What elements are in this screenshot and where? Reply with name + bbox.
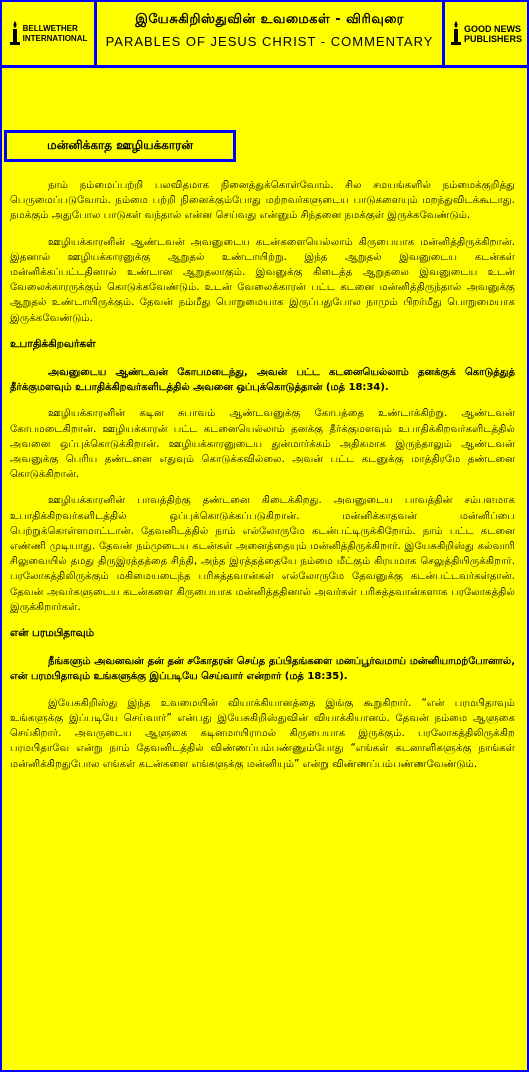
title-tamil: இயேசுகிறிஸ்துவின் உவமைகள் - விரிவுரை [135, 12, 404, 27]
subheading: என் பரமபிதாவும் [10, 627, 95, 640]
scripture-quote: நீங்களும் அவனவன் தன் தன் சகோதரன் செய்த தப்பிதங்களை மனப்பூர்வமாய் மன்னியாமற்போனால், என் பரமபிதாவும் உங்களுக்கு இப்படியே செய்வார் என்றார் (மத் 18:35). [10, 656, 515, 683]
logo-left-line-1: BELLWETHER [22, 23, 78, 33]
publisher-logo-left [2, 2, 97, 65]
logo-right-line-2: PUBLISHERS [463, 33, 522, 44]
header-title [100, 2, 439, 65]
paragraph: ஊழியக்காரனின் ஆண்டவன் அவனுடைய கடன்களையெல்லாம் கிருபையாக மன்னித்திருக்கிறான். இதனால் ஊழியக்காரனுக்கு ஆறுதல் உண்டாயிற்று. இந்த ஆறுதல் இவனுடைய கடன்கள் மன்னிக்கப்பட்டதினால் உண்டான ஆறுதலாகும். இவனுக்கு கிடைத்த ஆறுதலை இவனுடைய உடன் வேலைக்காரருக்கும் கொடுக்கவேண்டும். உடன் வேலைக்காரன் பட்ட கடனை மன்னித்திருந்தால் அவனுக்கு ஆறுதல் உண்டாயிருக்கும். தேவன் நம்மீது பொறுமையாக இருப்பதுபோல நாமும் பிறர்மீது பொறுமையாக இருக்கவேண்டும். [10, 236, 515, 324]
subheading: உபாதிக்கிறவர்கள் [10, 337, 96, 350]
candle-icon [9, 21, 21, 47]
candle-icon [450, 21, 462, 47]
paragraph: ஊழியக்காரனின் பாவத்திற்கு தண்டனை கிடைக்கிறது. அவனுடைய பாவத்தின் சம்பளமாக உபாதிக்கிறவர்களிடத்தில் ஒப்புக்கொடுக்கப்படுகிறான். மன்னிக்காதவன் மன்னிப்பை பெற்றுக்கொள்ளமாட்டான். தேவனிடத்தில் நாம் எல்லோருமே கடன்பட்டிருக்கிறோம். நாம் பட்ட கடனை எண்ணி முடியாது. தேவன் நம்முடைய கடன்கள் அனைத்தையும் மன்னித்திருக்கிறார். இயேசுகிறிஸ்து கல்வாரி சிலுவையில் தமது திருஇரத்தத்தை சிந்தி, அந்த இரத்தத்தையே நம்மை மீட்கும் கிரயமாக செலுத்தியிருக்கிறார். பரலோகத்திலிருக்கும் மகிமையடைந்த பரிசுத்தவான்கள் எல்லோருமே தேவனுக்கு கடன்பட்டவர்கள்தான். தேவன் அவர்களுடைய கடன்களை கிருபையாக மன்னித்ததினால் அவர்கள் பரிசுத்தவான்களாக பரலோகத்தில் இருக்கிறார்கள். [10, 495, 515, 613]
title-english: PARABLES OF JESUS CHRIST - COMMENTARY [105, 34, 434, 49]
section-title: மன்னிக்காத ஊழியக்காரன் [4, 130, 236, 162]
logo-left-line-2: INTERNATIONAL [22, 33, 88, 43]
page-header [2, 2, 527, 68]
article-body [10, 178, 515, 783]
paragraph: ஊழியக்காரனின் கடின சுபாவம் ஆண்டவனுக்கு கோபத்தை உண்டாக்கிற்று. ஆண்டவன் கோபமடைகிறான். ஊழியக்காரன் பட்ட கடனையெல்லாம் தனக்கு தீர்க்குமளவும் உபாதிக்கிறவர்களிடத்தில் அவனை ஒப்புக்கொடுக்கிறான். ஊழியக்காரனுடைய துன்மார்க்கம் அதிகமாக இருந்தாலும் ஆண்டவன் அவனுக்கு பெரிய தண்டனை எதுவும் கொடுக்கவில்லை. அவன் பட்ட கடனுக்கு மாத்திரமே தண்டனை கொடுக்கிறான். [10, 408, 515, 481]
paragraph: நாம் நம்மைப்பற்றி பலவிதமாக நினைத்துக்கொள்வோம். சில சமயங்களில் நம்மைக்குறித்து பெருமைப்படுவோம். நம்மை பற்றி நினைக்கும்போது மற்றவர்களுடைய பாடுகளையும் மறந்துவிடக்கூடாது. நமக்கும் அதுபோல பாடுகள் வந்தால் என்ன செய்வது என்னும் சிந்தனை நமக்குள் இருக்கவேண்டும். [10, 180, 515, 222]
paragraph: இயேசுகிறிஸ்து இந்த உவமையின் வியாக்கியானத்தை இங்கு கூறுகிறார். “என் பரமபிதாவும் உங்களுக்கு இப்படியே செய்வார்” என்பது இயேசுகிறிஸ்துவின் வியாக்கியானம். தேவன் நம்மை ஆளுகை செய்கிறார். அவருடைய ஆளுகை கடினமாயிராமல் கிருபையாக இருக்கும். பரலோகத்திலிருக்கிற பரமபிதாவே என்று நாம் தேவனிடத்தில் விண்ணப்பம்பண்ணும்போது “எங்கள் கடனாளிகளுக்கு நாங்கள் மன்னிக்கிறதுபோல எங்கள் கடன்களை எங்களுக்கு மன்னியும்” என்று விண்ணப்பம்பண்ணவேண்டும். [10, 697, 515, 770]
scripture-quote: அவனுடைய ஆண்டவன் கோபமடைந்து, அவன் பட்ட கடனையெல்லாம் தனக்குக் கொடுத்துத் தீர்க்குமளவும் உபாதிக்கிறவர்களிடத்தில் அவனை ஒப்புக்கொடுத்தான் (மத் 18:34). [10, 367, 515, 394]
logo-right-line-1: GOOD NEWS [463, 23, 521, 34]
publisher-logo-right [442, 2, 527, 65]
